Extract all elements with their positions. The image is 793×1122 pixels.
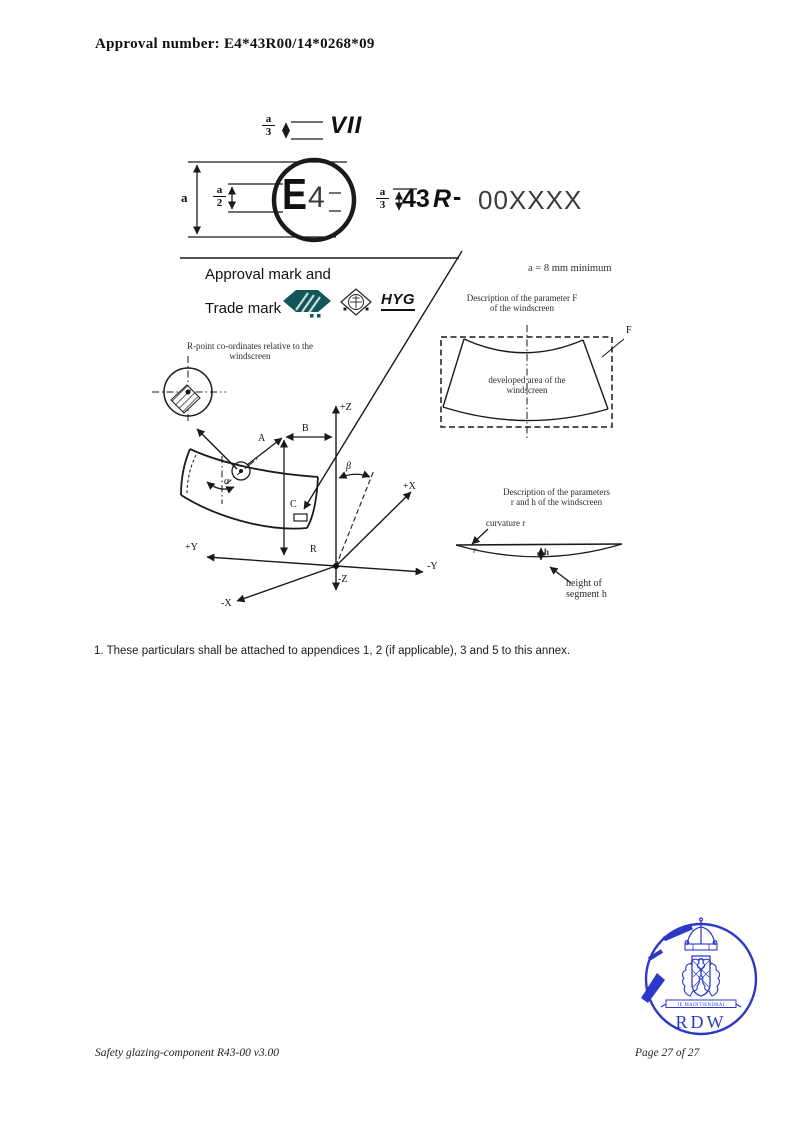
approval-code-r: R — [433, 185, 452, 213]
angle-alpha-label: α — [224, 476, 230, 487]
h-label: h — [544, 547, 550, 557]
axis-minus-z: -Z — [338, 574, 348, 585]
roman-numeral-vii: VII — [330, 112, 363, 139]
rdw-name: RDW — [675, 1012, 727, 1032]
crown-icon — [685, 918, 717, 950]
footnote: 1. These particulars shall be attached to appendices 1, 2 (if applicable), 3 and 5 to this annex. — [94, 645, 571, 657]
trademark-rhombus-logo-icon — [341, 289, 371, 315]
size-note: a = 8 mm minimum — [528, 263, 612, 274]
rpoint-title: R-point co-ordinates relative to the windscreen — [187, 341, 313, 361]
axis-minus-x: -X — [221, 598, 232, 609]
approval-code-dash: - — [453, 183, 462, 211]
e-mark-number: 4 — [308, 181, 325, 214]
rpoint-detail-lines — [152, 356, 237, 469]
curvature-label: curvature r — [486, 518, 526, 528]
axis-minus-y: -Y — [427, 561, 438, 572]
dimension-a-label: a — [181, 190, 188, 205]
rdw-logo — [641, 918, 756, 1034]
parameter-rh-lines — [456, 529, 622, 583]
r-label: r — [473, 545, 477, 555]
e-mark-letter: E — [282, 170, 307, 219]
parameter-f-label: F — [626, 325, 632, 336]
point-b-label: B — [302, 423, 309, 434]
approval-number: Approval number: E4*43R00/14*0268*09 — [95, 36, 375, 52]
fraction-a-over-3: a 3 — [376, 187, 389, 210]
caption-trade-mark: Trade mark — [205, 300, 282, 317]
motto-banner — [661, 1000, 741, 1008]
parameter-f-title: Description of the parameter F of the windscreen — [466, 293, 578, 313]
motto-text: JE MAINTIENDRAI — [677, 1003, 725, 1008]
point-a-label: A — [258, 433, 266, 444]
axis-plus-y: +Y — [185, 542, 198, 553]
parameter-rh-title: Description of the parameters r and h of the windscreen — [503, 487, 610, 507]
trademark-logos — [283, 289, 371, 318]
footer-document-title: Safety glazing-component R43-00 v3.00 — [95, 1047, 279, 1059]
approval-serial: 00XXXX — [478, 185, 583, 215]
approval-code-43: 43 — [402, 185, 430, 213]
height-of-segment-label: height of segment h — [566, 578, 607, 600]
angle-beta-label: β — [346, 461, 351, 472]
developed-area-label: developed area of the windscreen — [488, 375, 566, 395]
lion-supporters-icon — [683, 959, 720, 996]
point-r-label: R — [310, 544, 317, 555]
footer-page-number: Page 27 of 27 — [635, 1047, 700, 1059]
axis-plus-z: +Z — [340, 402, 352, 413]
fraction-a-over-2: a 2 — [213, 185, 226, 208]
pointer-lines — [180, 251, 462, 509]
fraction-a-over-3-vii: a 3 — [262, 114, 275, 137]
trademark-hyg-logo: HYG — [381, 291, 415, 311]
trademark-diamond-logo-icon — [283, 290, 331, 318]
axis-plus-x: +X — [403, 481, 416, 492]
windscreen-3d-lines — [181, 437, 332, 555]
point-c-label: C — [290, 499, 297, 510]
caption-approval-mark: Approval mark and — [205, 266, 331, 283]
